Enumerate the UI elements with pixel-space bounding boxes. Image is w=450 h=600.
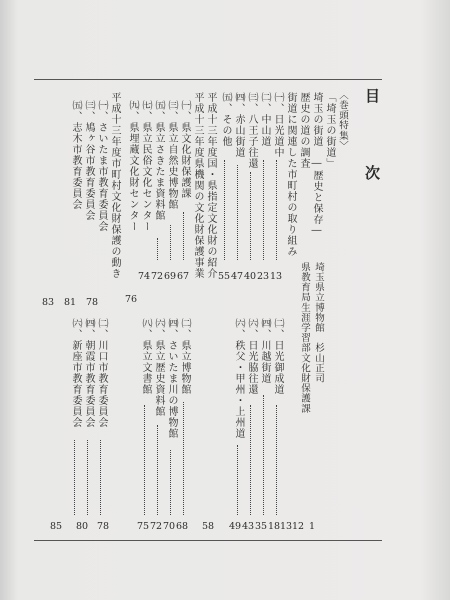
toc-page-l1: 18 — [267, 521, 281, 532]
toc-entry-u12: 平成十三年度県機関の文化財保護事業 — [192, 92, 203, 279]
toc-page-l2: 35 — [254, 521, 268, 532]
leader-u14 — [170, 225, 172, 260]
top-rule — [34, 79, 382, 80]
toc-page-u4: 12 — [291, 521, 305, 532]
leader-l5 — [183, 402, 185, 515]
toc-page-u14: 69 — [163, 271, 177, 282]
toc-entry-u18: 平成十三年度市町村文化財保護の動き — [109, 92, 120, 279]
toc-page-u19: 78 — [85, 297, 99, 308]
toc-entry-u4-author: 県教育局生涯学習部文化財保護課 — [299, 262, 310, 414]
toc-page-u21: 83 — [41, 297, 55, 308]
toc-entry-u5: 街道に関連した市町村の取り組み — [285, 92, 296, 257]
leader-l8 — [144, 405, 146, 515]
toc-title: 目 次 — [363, 88, 381, 202]
toc-entry-l10: ㈣、朝霞市教育委員会 — [83, 318, 94, 428]
toc-entry-l5: ㈡、県立博物館 — [179, 318, 190, 395]
toc-entry-u13: ㈠、県文化財保護課 — [179, 100, 190, 199]
toc-entry-u3: 埼玉の街道 ―歴史と保存― — [311, 92, 322, 237]
toc-page-u15: 72 — [150, 271, 164, 282]
toc-entry-u1: 〈巻頭特集〉 — [337, 90, 348, 151]
toc-page-l7: 72 — [149, 521, 163, 532]
leader-l1 — [276, 405, 278, 515]
toc-entry-u10: ㈤、その他 — [220, 92, 231, 147]
toc-page-u10: 55 — [217, 271, 231, 282]
toc-entry-u4: 歴史の道の調査 — [298, 92, 309, 169]
leader-l2 — [263, 395, 265, 515]
toc-page-l10: 80 — [75, 521, 89, 532]
toc-entry-l4: ㈥、秩父・甲州・上州道 — [233, 318, 244, 439]
toc-page-u13: 67 — [176, 271, 190, 282]
toc-page-u6: 13 — [269, 271, 283, 282]
toc-entry-u15: ㈤、県立さきたま資料館 — [153, 100, 164, 221]
toc-page-u20: 81 — [63, 297, 77, 308]
toc-entry-u21: ㈤、志木市教育委員会 — [70, 100, 81, 210]
toc-page-u7: 23 — [256, 271, 270, 282]
toc-page-l8: 75 — [136, 521, 150, 532]
toc-page-u8: 40 — [243, 271, 257, 282]
leader-u15 — [157, 238, 159, 260]
toc-page-u3: 1 — [308, 521, 316, 532]
toc-entry-l2: ㈣、川越街道 — [259, 318, 270, 384]
toc-page-l3: 43 — [241, 521, 255, 532]
toc-page-u5: 13 — [279, 521, 293, 532]
toc-entry-u8: ㈢、八王子往還 — [246, 92, 257, 169]
toc-entry-u7: ㈡、中山道 — [259, 92, 270, 147]
toc-entry-u11: 平成十三年度国・県指定文化財の紹介 — [205, 92, 216, 279]
leader-u10 — [224, 160, 226, 260]
toc-entry-u3-author: 埼玉県立博物館 杉山正司 — [313, 262, 324, 384]
leader-l6 — [170, 450, 172, 515]
toc-entry-l11: ㈥、新座市教育委員会 — [70, 318, 81, 428]
toc-entry-l3: ㈥、日光脇往還 — [246, 318, 257, 395]
leader-l4 — [237, 445, 239, 515]
toc-page-u11: 58 — [201, 521, 215, 532]
leader-l10 — [87, 440, 89, 515]
toc-page-l4: 49 — [228, 521, 242, 532]
toc-page-l6: 70 — [162, 521, 176, 532]
toc-entry-l8: ㈧、県立文書館 — [140, 318, 151, 395]
toc-page-l11: 85 — [49, 521, 63, 532]
toc-page-l9: 78 — [96, 521, 110, 532]
toc-entry-l7: ㈥、県立歴史資料館 — [153, 318, 164, 417]
leader-u9 — [237, 165, 239, 260]
leader-u13 — [183, 212, 185, 260]
toc-entry-u19: ㈠、さいたま市教育委員会 — [96, 100, 107, 232]
toc-entry-u9: ㈣、赤山街道 — [233, 92, 244, 158]
leader-l3 — [250, 405, 252, 515]
toc-entry-l9: ㈡、川口市教育委員会 — [96, 318, 107, 428]
toc-page-u17: 76 — [124, 294, 138, 305]
toc-entry-u16: ㈦、県立民俗文化センター — [140, 100, 151, 232]
toc-entry-u14: ㈢、県立自然史博物館 — [166, 100, 177, 210]
leader-l11 — [74, 440, 76, 515]
toc-entry-u20: ㈢、鳩ヶ谷市教育委員会 — [83, 100, 94, 221]
toc-entry-l1: ㈡、日光御成道 — [272, 318, 283, 395]
leader-l7 — [157, 425, 159, 515]
toc-page-l5: 68 — [175, 521, 189, 532]
leader-l9 — [100, 440, 102, 515]
leader-u7 — [263, 160, 265, 260]
toc-entry-u17: ㈨、県埋蔵文化財センター — [127, 100, 138, 232]
leader-u6 — [276, 160, 278, 260]
toc-entry-l6: ㈣、さいたま川の博物館 — [166, 318, 177, 439]
leader-u8 — [250, 172, 252, 260]
toc-entry-u2: 「埼玉の街道」 — [324, 92, 335, 169]
toc-entry-u6: ㈠、日光道中 — [272, 92, 283, 158]
bottom-rule — [34, 540, 382, 541]
toc-page-u16: 74 — [137, 271, 151, 282]
toc-page-u9: 47 — [230, 271, 244, 282]
